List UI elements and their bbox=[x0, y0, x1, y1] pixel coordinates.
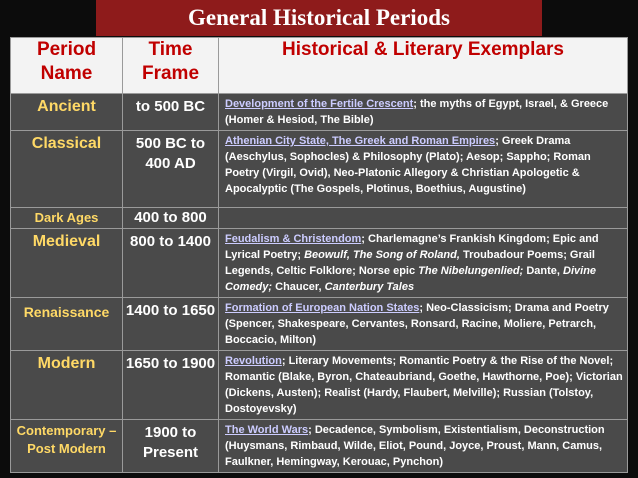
period-name-modern: Modern bbox=[11, 351, 123, 420]
exemplar-title: Canterbury Tales bbox=[324, 281, 415, 293]
table-row bbox=[11, 208, 628, 229]
time-frame-classical: 500 BC to 400 AD bbox=[123, 131, 219, 208]
table-header-row bbox=[11, 38, 628, 94]
exemplars-dark-ages bbox=[219, 208, 628, 229]
exemplar-title: Divine Comedy; bbox=[225, 265, 597, 293]
exemplar-text: Troubadour Poems; Grail Legends, Celtic Folklore; Norse epic bbox=[225, 249, 595, 277]
period-name-medieval: Medieval bbox=[11, 229, 123, 298]
exemplars-ancient bbox=[219, 94, 628, 131]
exemplar-text: Dante, bbox=[523, 265, 564, 277]
time-frame-dark-ages: 400 to 800 bbox=[123, 208, 219, 229]
exemplar-highlight: Development of the Fertile Crescent bbox=[225, 98, 414, 110]
table-row bbox=[11, 351, 628, 420]
exemplar-highlight: Feudalism & Christendom bbox=[225, 233, 362, 245]
table-row bbox=[11, 229, 628, 298]
periods-table bbox=[10, 37, 628, 473]
header-time-frame: Time Frame bbox=[123, 38, 219, 94]
header-exemplars: Historical & Literary Exemplars bbox=[219, 38, 628, 94]
exemplar-highlight: Athenian City State, The Greek and Roman Empires bbox=[225, 135, 496, 147]
time-frame-ancient: to 500 BC bbox=[123, 94, 219, 131]
exemplar-highlight: The World Wars bbox=[225, 424, 309, 436]
time-frame-medieval: 800 to 1400 bbox=[123, 229, 219, 298]
table-row bbox=[11, 131, 628, 208]
header-period-name: Period Name bbox=[11, 38, 123, 94]
exemplars-classical bbox=[219, 131, 628, 208]
exemplar-highlight: Revolution bbox=[225, 355, 282, 367]
exemplar-text: ; Decadence, Symbolism, Existentialism, Deconstruction (Huysmans, Rimbaud, Wilde, Eliot, Pound, Joyce, Proust, Mann, Camus, Faulkner, Hemingway, Kerouac, Pynchon) bbox=[225, 424, 605, 468]
exemplars-renaissance bbox=[219, 298, 628, 351]
period-name-dark-ages: Dark Ages bbox=[11, 208, 123, 229]
time-frame-contemporary: 1900 to Present bbox=[123, 420, 219, 473]
period-name-ancient: Ancient bbox=[11, 94, 123, 131]
time-frame-renaissance: 1400 to 1650 bbox=[123, 298, 219, 351]
exemplar-text: ; the myths of Egypt, Israel, & Greece (Homer & Hesiod, The Bible) bbox=[225, 98, 609, 126]
table-row bbox=[11, 94, 628, 131]
exemplar-text: ; Greek Drama (Aeschylus, Sophocles) & Philosophy (Plato); Aesop; Sappho; Roman Poetry (Virgil, Ovid), Neo-Platonic Allegory & Christian Apologetic & Apocalyptic (The Gospels, Plotinus, Boethius, Augustine) bbox=[225, 135, 591, 195]
exemplar-text: ; Literary Movements; Romantic Poetry & the Rise of the Novel; Romantic (Blake, Byron, Chateaubriand, Goethe, Hawthorne, Poe); Victorian (Dickens, Austen); Realist (Hardy, Flaubert, Melville); Russian (Tolstoy, Dostoyevsky) bbox=[225, 355, 623, 415]
period-name-renaissance: Renaissance bbox=[11, 298, 123, 351]
period-name-classical: Classical bbox=[11, 131, 123, 208]
table-row bbox=[11, 298, 628, 351]
exemplar-title: Beowulf, The Song of Roland, bbox=[304, 249, 460, 261]
time-frame-modern: 1650 to 1900 bbox=[123, 351, 219, 420]
period-name-contemporary: Contemporary – Post Modern bbox=[11, 420, 123, 473]
page-title: General Historical Periods bbox=[96, 0, 542, 36]
exemplar-text: ; Charlemagne’s Frankish Kingdom; Epic and Lyrical Poetry; bbox=[225, 233, 599, 261]
exemplar-text: Chaucer, bbox=[272, 281, 325, 293]
exemplars-medieval bbox=[219, 229, 628, 298]
exemplars-modern bbox=[219, 351, 628, 420]
exemplar-text: ; Neo-Classicism; Drama and Poetry (Spencer, Shakespeare, Cervantes, Ronsard, Racine, Moliere, Petrarch, Boccacio, Milton) bbox=[225, 302, 609, 346]
exemplar-highlight: Formation of European Nation States bbox=[225, 302, 420, 314]
exemplar-title: The Nibelungenlied; bbox=[418, 265, 524, 277]
exemplars-contemporary bbox=[219, 420, 628, 473]
table-row bbox=[11, 420, 628, 473]
